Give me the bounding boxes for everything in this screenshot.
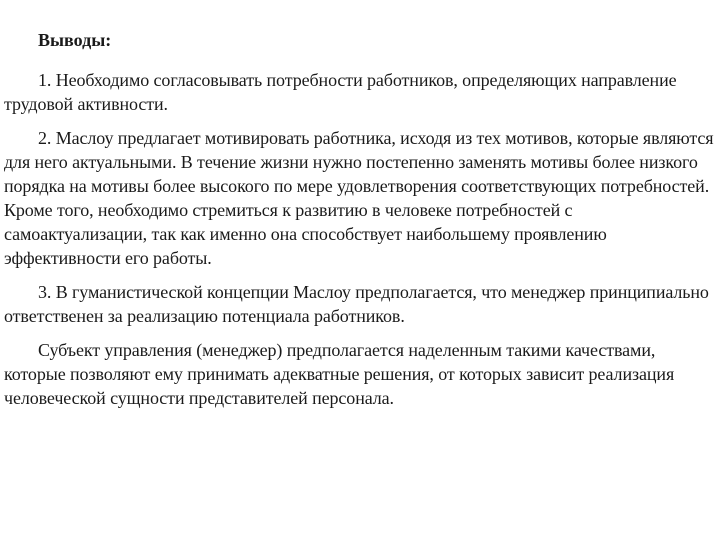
paragraph-4: Субъект управления (менеджер) предполагается наделенным такими качествами, которые позволяют ему принимать адекватные решения, от которых зависит реализация человеческой сущности представителей персонала. (4, 340, 675, 408)
conclusions-heading: Выводы: (38, 30, 112, 50)
paragraph-3: 3. В гуманистической концепции Маслоу предполагается, что менеджер принципиально ответственен за реализацию потенциала работников. (4, 282, 709, 326)
paragraph-2: 2. Маслоу предлагает мотивировать работника, исходя из тех мотивов, которые являются для него актуальными. В течение жизни нужно постепенно заменять мотивы более низкого порядка на мотивы более высокого по мере удовлетворения соответствующих потребностей. Кроме того, необходимо стремиться к развитию в человеке потребностей с самоактуализации, так как именно она способствует наибольшему проявлению эффективности его работы. (4, 128, 714, 268)
paragraph-1: 1. Необходимо согласовывать потребности работников, определяющих направление трудовой активности. (4, 70, 677, 114)
